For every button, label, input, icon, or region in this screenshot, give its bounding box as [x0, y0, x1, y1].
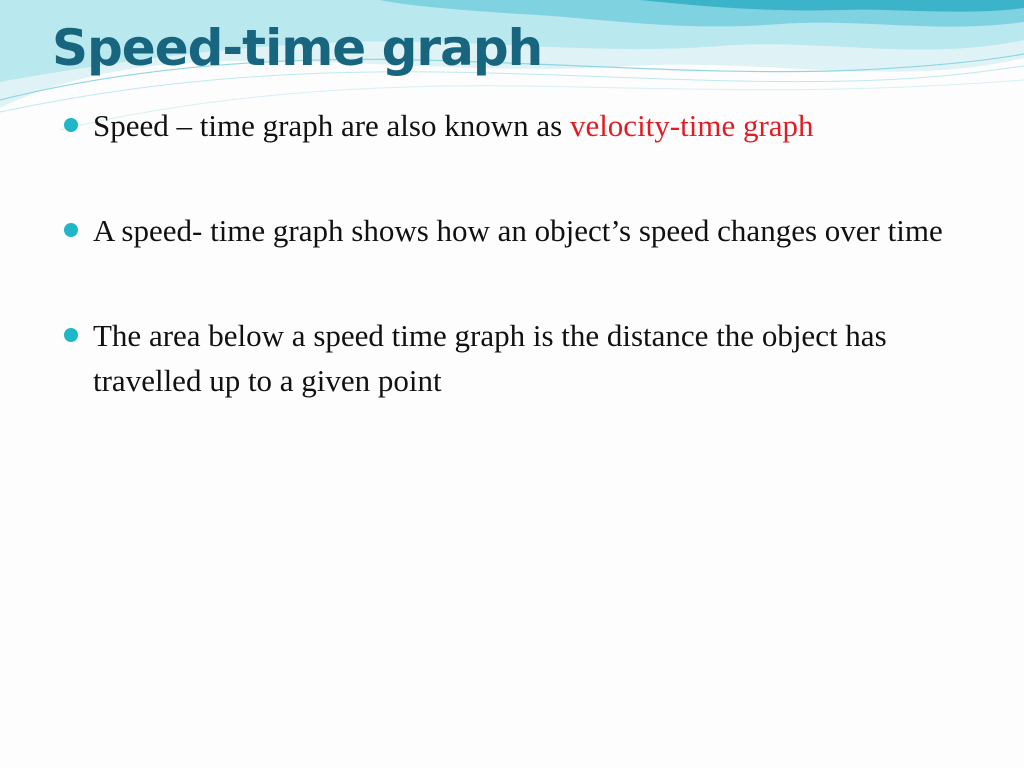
bullet-text-2: A speed- time graph shows how an object’s speed changes over time — [93, 213, 943, 248]
bullet-dot-icon — [64, 328, 78, 342]
bullet-text-3: The area below a speed time graph is the distance the object has travelled up to a given point — [93, 318, 887, 398]
bullet-item-3 — [64, 313, 964, 403]
bullet-item-2 — [64, 208, 964, 253]
slide-title: Speed-time graph — [52, 19, 543, 77]
bullet-text-1: Speed – time graph are also known as — [93, 108, 570, 143]
bullet-dot-icon — [64, 223, 78, 237]
bullet-highlight-text: velocity-time graph — [569, 108, 814, 143]
bullet-dot-icon — [64, 118, 78, 132]
bullet-list — [64, 103, 964, 463]
bullet-item-1 — [64, 103, 964, 148]
